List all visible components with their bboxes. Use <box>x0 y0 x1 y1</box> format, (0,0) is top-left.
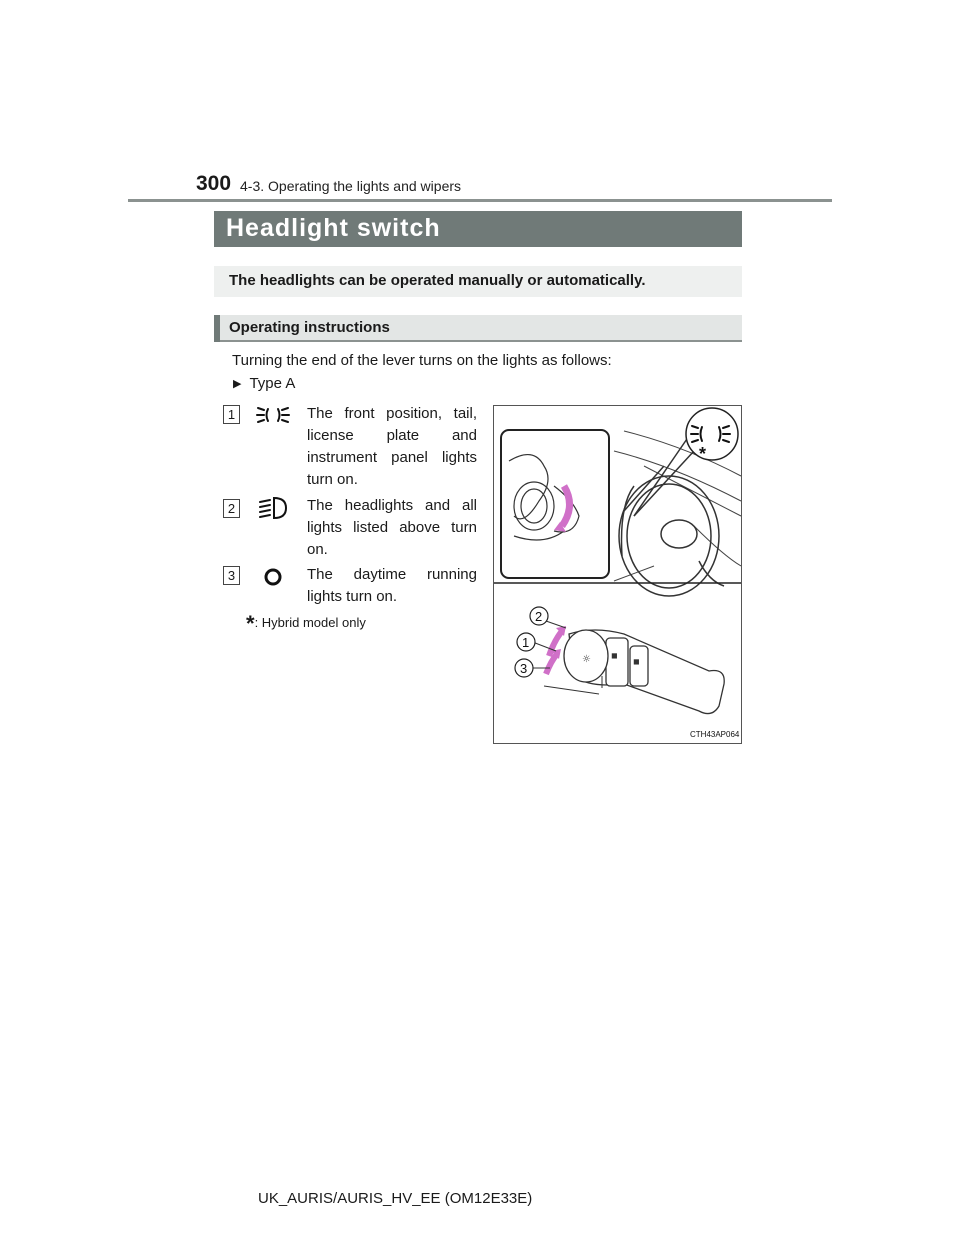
headlight-icon <box>256 495 290 521</box>
section-title: 4-3. Operating the lights and wipers <box>240 178 462 194</box>
figure-code: CTH43AP064 <box>690 730 740 739</box>
page-title: Headlight switch <box>226 214 441 242</box>
footnote <box>246 611 366 637</box>
footnote-mark: * <box>246 611 255 636</box>
figure-star: * <box>699 444 707 464</box>
position-light-icon <box>256 402 290 428</box>
svg-text:◼: ◼ <box>633 657 640 666</box>
intro-text: The headlights can be operated manually or automatically. <box>229 272 646 289</box>
type-label-row <box>233 375 295 393</box>
triangle-bullet-icon: ▶ <box>233 378 242 390</box>
subsection-accent <box>214 315 220 342</box>
item-text-1-content: The front position, tail, license plate and instrument panel lights turn on. <box>307 405 477 488</box>
svg-text:◼: ◼ <box>611 651 618 660</box>
figure-illustration <box>493 405 742 744</box>
lever-illustration <box>494 406 741 743</box>
item-text-3-content: The daytime running lights turn on. <box>307 566 477 605</box>
figure-callout-2: 2 <box>535 609 543 624</box>
item-text-3 <box>307 564 477 608</box>
subsection-underline <box>214 340 742 342</box>
item-number-2: 2 <box>223 499 240 518</box>
page-number: 300 <box>196 172 232 195</box>
header-divider <box>128 199 832 202</box>
figure-callout-1: 1 <box>522 635 530 650</box>
footnote-text: : Hybrid model only <box>254 615 366 630</box>
subsection-heading: Operating instructions <box>229 319 390 336</box>
item-number-3: 3 <box>223 566 240 585</box>
footer-model-code: UK_AURIS/AURIS_HV_EE (OM12E33E) <box>258 1190 533 1207</box>
figure-callout-3: 3 <box>520 661 528 676</box>
drl-icon <box>256 564 290 590</box>
item-text-2-content: The headlights and all lights listed above turn on. <box>307 497 477 558</box>
item-number-1: 1 <box>223 405 240 424</box>
item-text-1 <box>307 403 477 491</box>
type-label: Type A <box>249 375 296 392</box>
svg-text:☼: ☼ <box>582 654 591 665</box>
item-text-2 <box>307 495 477 561</box>
body-text: Turning the end of the lever turns on the lights as follows: <box>232 352 612 369</box>
